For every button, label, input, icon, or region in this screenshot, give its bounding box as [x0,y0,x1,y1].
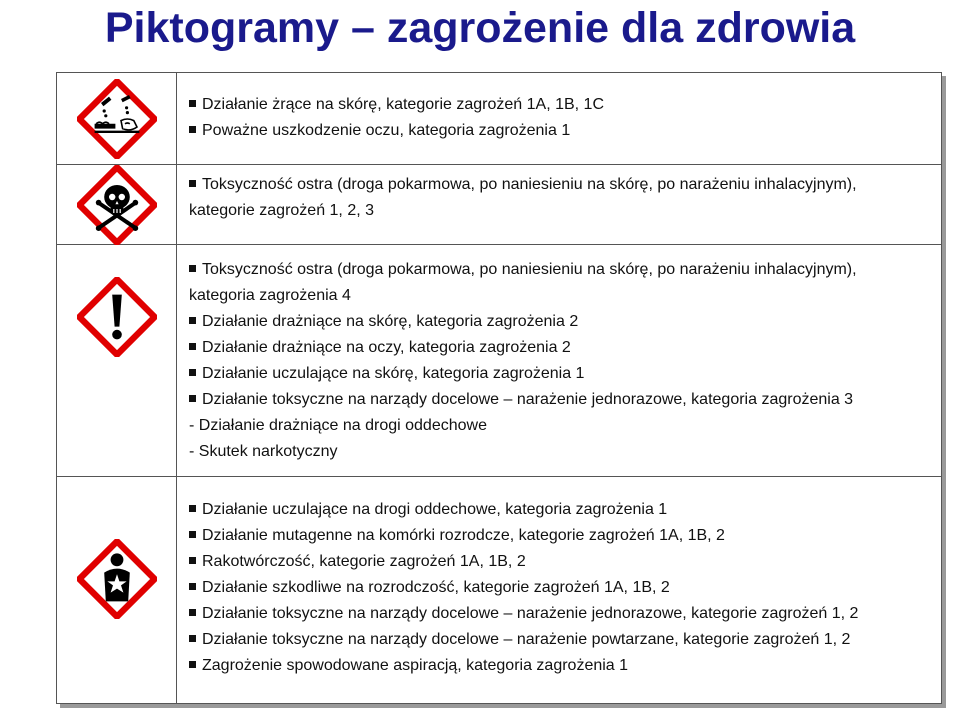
icon-cell [57,477,177,703]
item-text: Zagrożenie spowodowane aspiracją, kategoria zagrożenia 1 [202,657,629,674]
bullet-icon [189,609,196,616]
item-text: Poważne uszkodzenie oczu, kategoria zagrożenia 1 [202,122,571,139]
list-item [189,497,935,523]
list-item [189,335,935,361]
list-item [189,118,935,144]
list-item [189,601,935,627]
item-text: Toksyczność ostra (droga pokarmowa, po naniesieniu na skórę, po narażeniu inhalacyjnym), [202,261,857,278]
item-text-continuation: kategoria zagrożenia 4 [189,287,351,304]
bullet-icon [189,635,196,642]
item-text: Działanie uczulające na skórę, kategoria zagrożenia 1 [202,365,585,382]
text-cell [177,73,941,164]
bullet-icon [189,661,196,668]
list-item [189,523,935,549]
bullet-icon [189,343,196,350]
hazard-list [189,92,935,144]
item-text: Działanie toksyczne na narządy docelowe – narażenie jednorazowe, kategorie zagrożeń 1, 2 [202,605,859,622]
bullet-icon [189,265,196,272]
bullet-icon [189,180,196,187]
hazard-list [189,497,935,679]
list-item [189,172,935,224]
bullet-icon [189,369,196,376]
item-text: - Skutek narkotyczny [189,443,338,460]
text-cell [177,477,941,703]
pictogram-table [56,72,942,704]
item-text: - Działanie drażniące na drogi oddechowe [189,417,487,434]
item-text: Działanie szkodliwe na rozrodczość, kategorie zagrożeń 1A, 1B, 2 [202,579,670,596]
table-row [57,477,941,703]
item-text: Działanie mutagenne na komórki rozrodcze, kategorie zagrożeń 1A, 1B, 2 [202,527,725,544]
skull-crossbones-icon [77,165,157,245]
text-cell [177,165,941,244]
hazard-list [189,172,935,224]
item-text: Działanie żrące na skórę, kategorie zagrożeń 1A, 1B, 1C [202,96,604,113]
bullet-icon [189,395,196,402]
item-text: Działanie toksyczne na narządy docelowe – narażenie powtarzane, kategorie zagrożeń 1, 2 [202,631,851,648]
bullet-icon [189,317,196,324]
list-item [189,627,935,653]
list-item [189,439,935,465]
item-text: Działanie drażniące na skórę, kategoria zagrożenia 2 [202,313,579,330]
hazard-list [189,257,935,465]
table-row [57,245,941,477]
list-item [189,257,935,309]
list-item [189,575,935,601]
health-hazard-icon [77,539,157,619]
list-item [189,549,935,575]
list-item [189,92,935,118]
text-cell [177,245,941,476]
list-item [189,387,935,413]
item-text: Działanie toksyczne na narządy docelowe – narażenie jednorazowe, kategoria zagrożenia 3 [202,391,854,408]
item-text-continuation: kategorie zagrożeń 1, 2, 3 [189,202,375,219]
list-item [189,309,935,335]
item-text: Toksyczność ostra (droga pokarmowa, po naniesieniu na skórę, po narażeniu inhalacyjnym), [202,176,857,193]
exclamation-mark-icon [77,277,157,357]
list-item [189,361,935,387]
item-text: Rakotwórczość, kategorie zagrożeń 1A, 1B, 2 [202,553,526,570]
bullet-icon [189,126,196,133]
list-item [189,653,935,679]
item-text: Działanie drażniące na oczy, kategoria zagrożenia 2 [202,339,571,356]
icon-cell [57,73,177,164]
bullet-icon [189,531,196,538]
item-text: Działanie uczulające na drogi oddechowe, kategoria zagrożenia 1 [202,501,668,518]
icon-cell [57,245,177,476]
bullet-icon [189,505,196,512]
page-title: Piktogramy – zagrożenie dla zdrowia [104,4,856,52]
bullet-icon [189,583,196,590]
table-row [57,73,941,165]
list-item [189,413,935,439]
bullet-icon [189,100,196,107]
corrosion-icon [77,79,157,159]
table-row [57,165,941,245]
icon-cell [57,165,177,244]
bullet-icon [189,557,196,564]
